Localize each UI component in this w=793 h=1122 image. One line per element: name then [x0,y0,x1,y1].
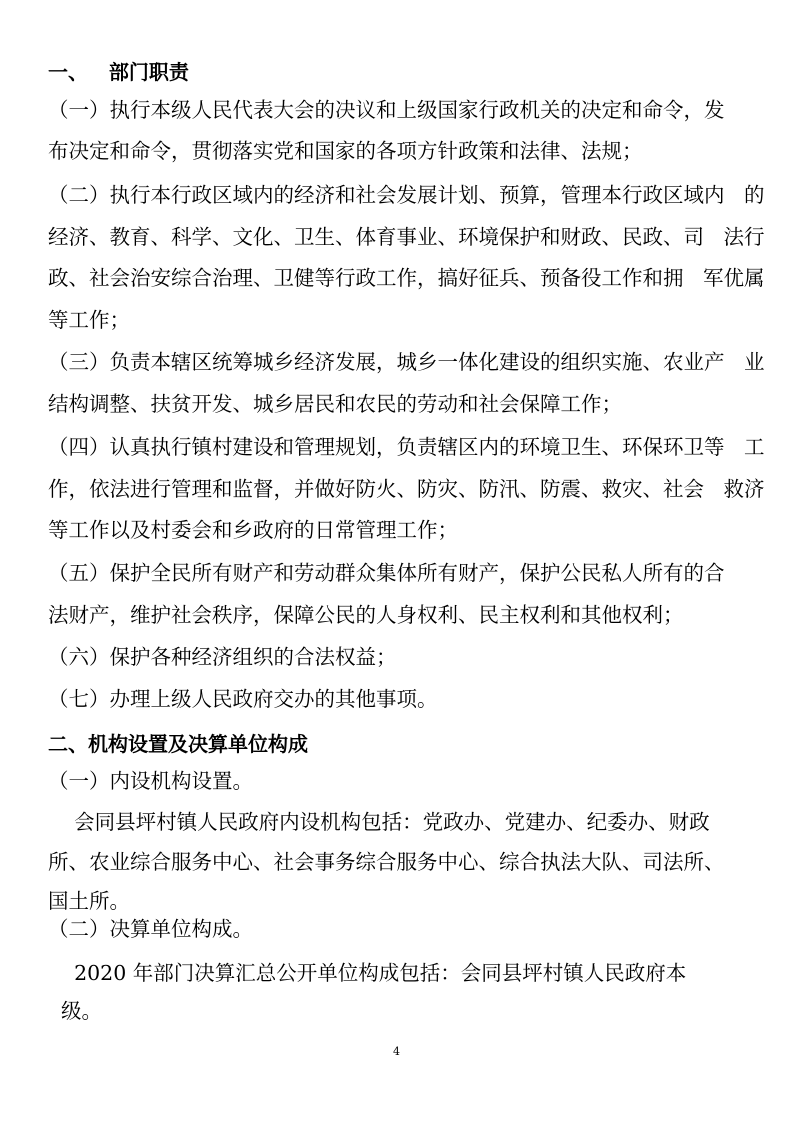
text-line: 政、社会治安综合治理、卫健等行政工作，搞好征兵、预备役工作和拥 军优属 [48,266,765,290]
text-line: 法财产，维护社会秩序，保障公民的人身权利、民主权利和其他权利； [48,603,684,627]
text-line: （七）办理上级人民政府交办的其他事项。 [48,687,438,711]
text-line: 2020 年部门决算汇总公开单位构成包括：会同县坪村镇人民政府本 [48,961,687,985]
text-line: 等工作； [48,308,130,332]
text-line: （四）认真执行镇村建设和管理规划，负责辖区内的环境卫生、环保环卫等 工 [48,435,765,459]
text-line: （二）决算单位构成。 [48,917,253,941]
section2-heading: 二、机构设置及决算单位构成 [48,732,308,756]
text-line: 级。 [48,999,103,1023]
text-line: 等工作以及村委会和乡政府的日常管理工作； [48,518,458,542]
text-line: （一）执行本级人民代表大会的决议和上级国家行政机关的决定和命令，发 [48,98,725,122]
text-line: 国土所。 [48,889,130,913]
text-line: （五）保护全民所有财产和劳动群众集体所有财产，保护公民私人所有的合 [48,561,725,585]
text-line: （三）负责本辖区统筹城乡经济发展，城乡一体化建设的组织实施、农业产 业 [48,350,765,374]
text-line: （一）内设机构设置。 [48,769,253,793]
text-line: 结构调整、扶贫开发、城乡居民和农民的劳动和社会保障工作； [48,392,622,416]
text-line: 作，依法进行管理和监督，并做好防火、防灾、防汛、防震、救灾、社会 救济 [48,477,765,501]
text-line: 所、农业综合服务中心、社会事务综合服务中心、综合执法大队、司法所、 [48,850,725,874]
text-line: 会同县坪村镇人民政府内设机构包括：党政办、党建办、纪委办、财政 [48,810,710,834]
text-line: （二）执行本行政区域内的经济和社会发展计划、预算，管理本行政区域内 的 [48,183,765,207]
text-line: （六）保护各种经济组织的合法权益； [48,645,397,669]
section1-heading: 一、 部门职责 [48,60,189,84]
page-number: 4 [393,1045,400,1058]
text-line: 经济、教育、科学、文化、卫生、体育事业、环境保护和财政、民政、司 法行 [48,225,765,249]
text-line: 布决定和命令，贯彻落实党和国家的各项方针政策和法律、法规； [48,139,643,163]
